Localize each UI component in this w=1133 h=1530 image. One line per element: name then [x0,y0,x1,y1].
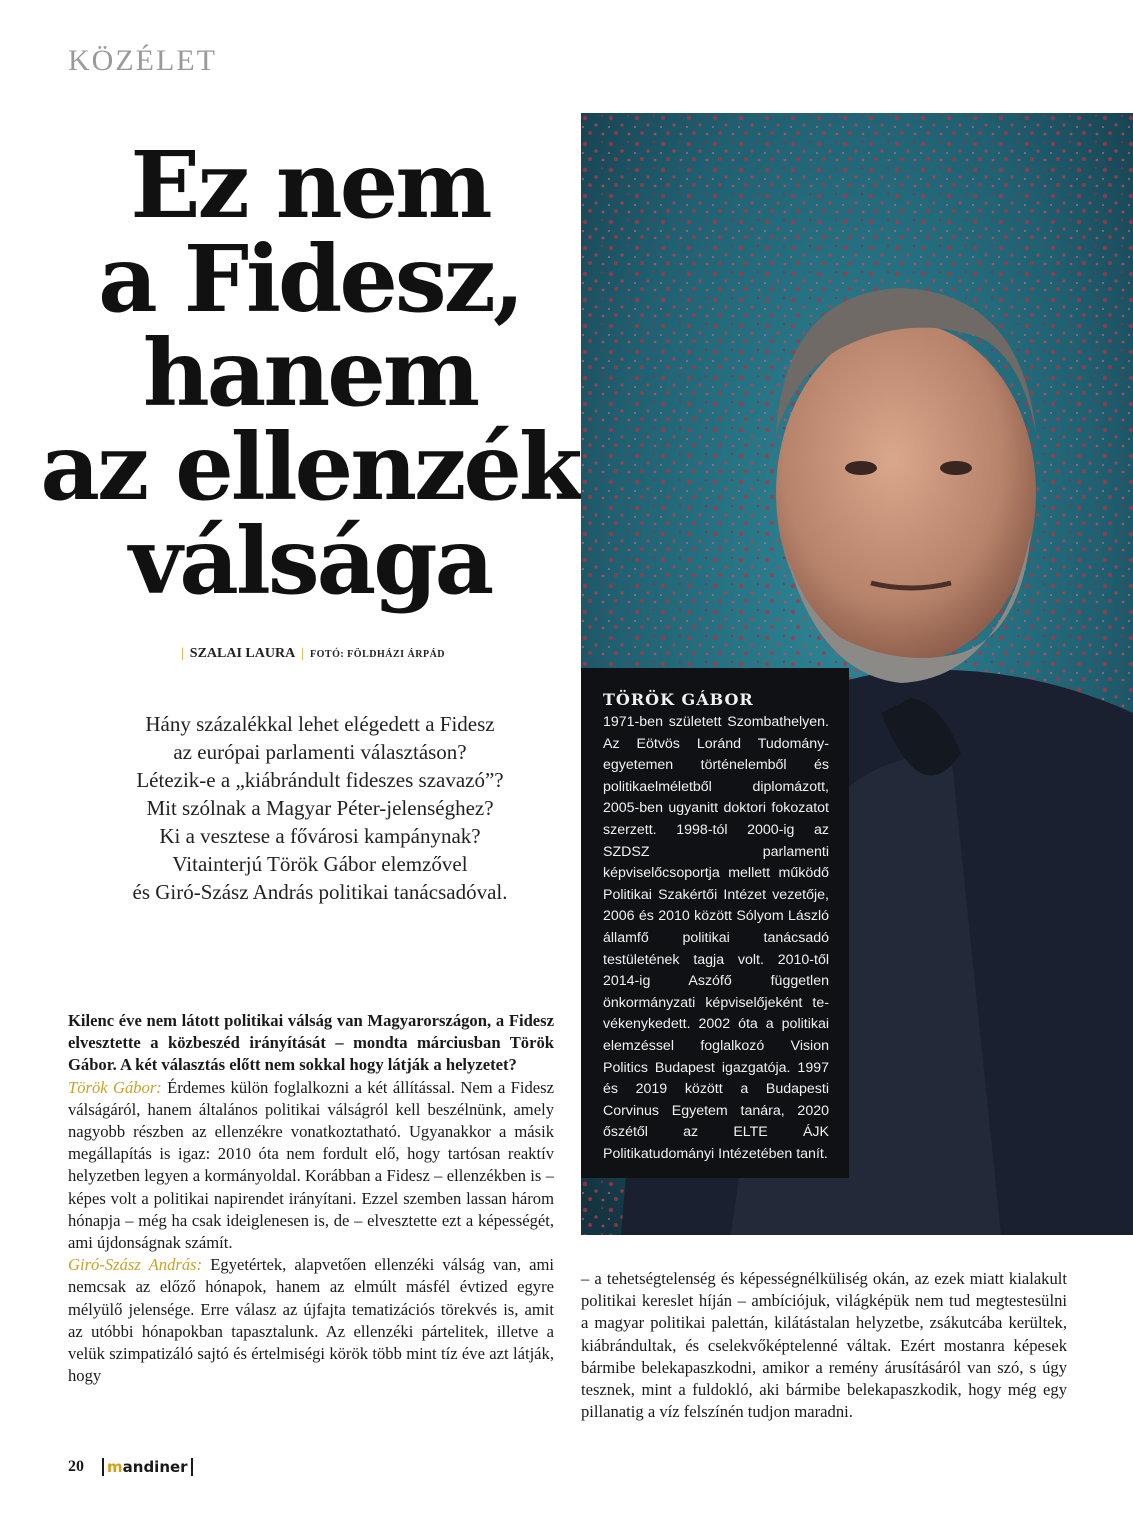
page-number: 20 [68,1458,84,1475]
interview-question: Kilenc éve nem látott politikai válság van Magyarországon, a Fidesz elvesztette a közbeszéd irányítását – mondta márciusban Török Gábor. A két választás előtt nem sokkal hogy látják a helyzetet? [68,1011,554,1075]
author-name: SZALAI LAURA [189,646,296,661]
lead-paragraph [60,710,580,906]
lead-line: az európai parlamenti választáson? [173,740,467,764]
lead-line: Hány százalékkal lehet elégedett a Fidesz [145,712,495,736]
bio-name: TÖRÖK GÁBOR [603,690,754,709]
answer-paragraph [68,1077,554,1255]
page-footer [68,1458,193,1476]
byline-divider: | [301,646,305,661]
answer-continuation: – a tehetségtelenség és képességnélküliség okán, az ezek miatt kialakult politikai kereslet híján – ambíciójuk, világképük nem tud megtestesülni a magyar politikai palettán, kilátástalan helyzetbe, zsákutcába kerültek, kiábrándultak, és cselekvőképtelenné váltak. Ezért mostanra képesek bármibe belekapaszkodni, amikor a remény árusításáról van szó, s úgy tesznek, mint a fuldokló, aki bármibe belekapaszkodik, hogy még egy pillanatig a víz felszínén tudjon maradni. [581,1269,1067,1422]
bio-box [581,668,849,1178]
lead-line: és Giró-Szász András politikai tanácsadóval. [132,880,508,904]
lead-line: Vitainterjú Török Gábor elemzővel [172,852,468,876]
headline-line: hanem [142,319,478,427]
bio-text: 1971-ben született Szombathelyen. Az Eötvös Loránd Tudományegyetemen történelemből és politikaelméletből diplomázott, 2005-ben ugyanitt doktori fokozatot szerzett. 1998-tól 2000-ig az SZDSZ parlamenti képviselőcsoportja mellett működő Politikai Szakértői Intézet vezetője, 2006 és 2010 között Sólyom László államfő politikai tanácsadó testületének tagja volt. 2010-től 2014-ig Aszófő független önkormányzati képviselőjeként tevékenykedett. 2002 óta a politikai elemzéssel foglalkozó Vision Politics Budapest igazgatója. 1997 és 2019 között a Budapesti Corvinus Egyetem tanára, 2020 őszétől az ELTE ÁJK Politikatudományi Intézetében tanít. [603,714,829,1162]
byline-divider: | [180,646,184,661]
lead-line: Mit szólnak a Magyar Péter-jelenséghez? [146,796,494,820]
lead-line: Ki a vesztese a fővárosi kampánynak? [159,824,481,848]
answer-paragraph [68,1254,554,1387]
article-column-right [581,1268,1067,1423]
byline [0,646,620,662]
section-label: KÖZÉLET [68,44,217,77]
answer-text: Érdemes külön foglalkozni a két állítással. Nem a Fidesz válságáról, hanem általános politikai válságról kell beszélnünk, amely nagyobb részben az ellenzékre vonatkoztatható. Ugyanakkor a másik megállapítás is igaz: 2010 óta nem fordult elő, hogy tartósan reaktív helyzetben legyen a kormányoldal. Korábban a Fidesz – ellenzékben is – képes volt a politikai napirendet irányítani. Ezzel szemben lassan három hónapja – még ha csak ideiglenesen is, de – elvesztette ezt a képességét, ami újdonságnak számít. [68,1077,554,1253]
lead-line: Létezik-e a „kiábrándult fideszes szavazó”? [136,768,504,792]
speaker-name: Giró-Szász András: [68,1255,203,1275]
speaker-name: Török Gábor: [68,1077,162,1097]
headline-line: a Fidesz, [98,225,522,333]
headline [40,131,580,615]
article-column-left [68,1010,554,1387]
headline-line: Ez nem [130,131,490,239]
photo-credit: FOTÓ: FÖLDHÁZI ÁRPÁD [310,649,446,660]
headline-line: az ellenzék [40,413,580,521]
answer-text: Egyetértek, alapvetően ellenzéki válság van, ami nemcsak az előző hónapok, hanem az elmúlt másfél évtized egyre mélyülő jelensége. Erre válasz az újfajta tematizációs törekvés is, amit az utóbbi hónapokban tapasztalunk. Az ellenzéki pártelitek, illetve a velük szimpatizáló sajtó és értelmiségi körök több mint tíz éve azt látják, hogy [68,1255,554,1386]
mandiner-logo: mandiner [102,1458,193,1476]
headline-line: válsága [128,507,492,615]
